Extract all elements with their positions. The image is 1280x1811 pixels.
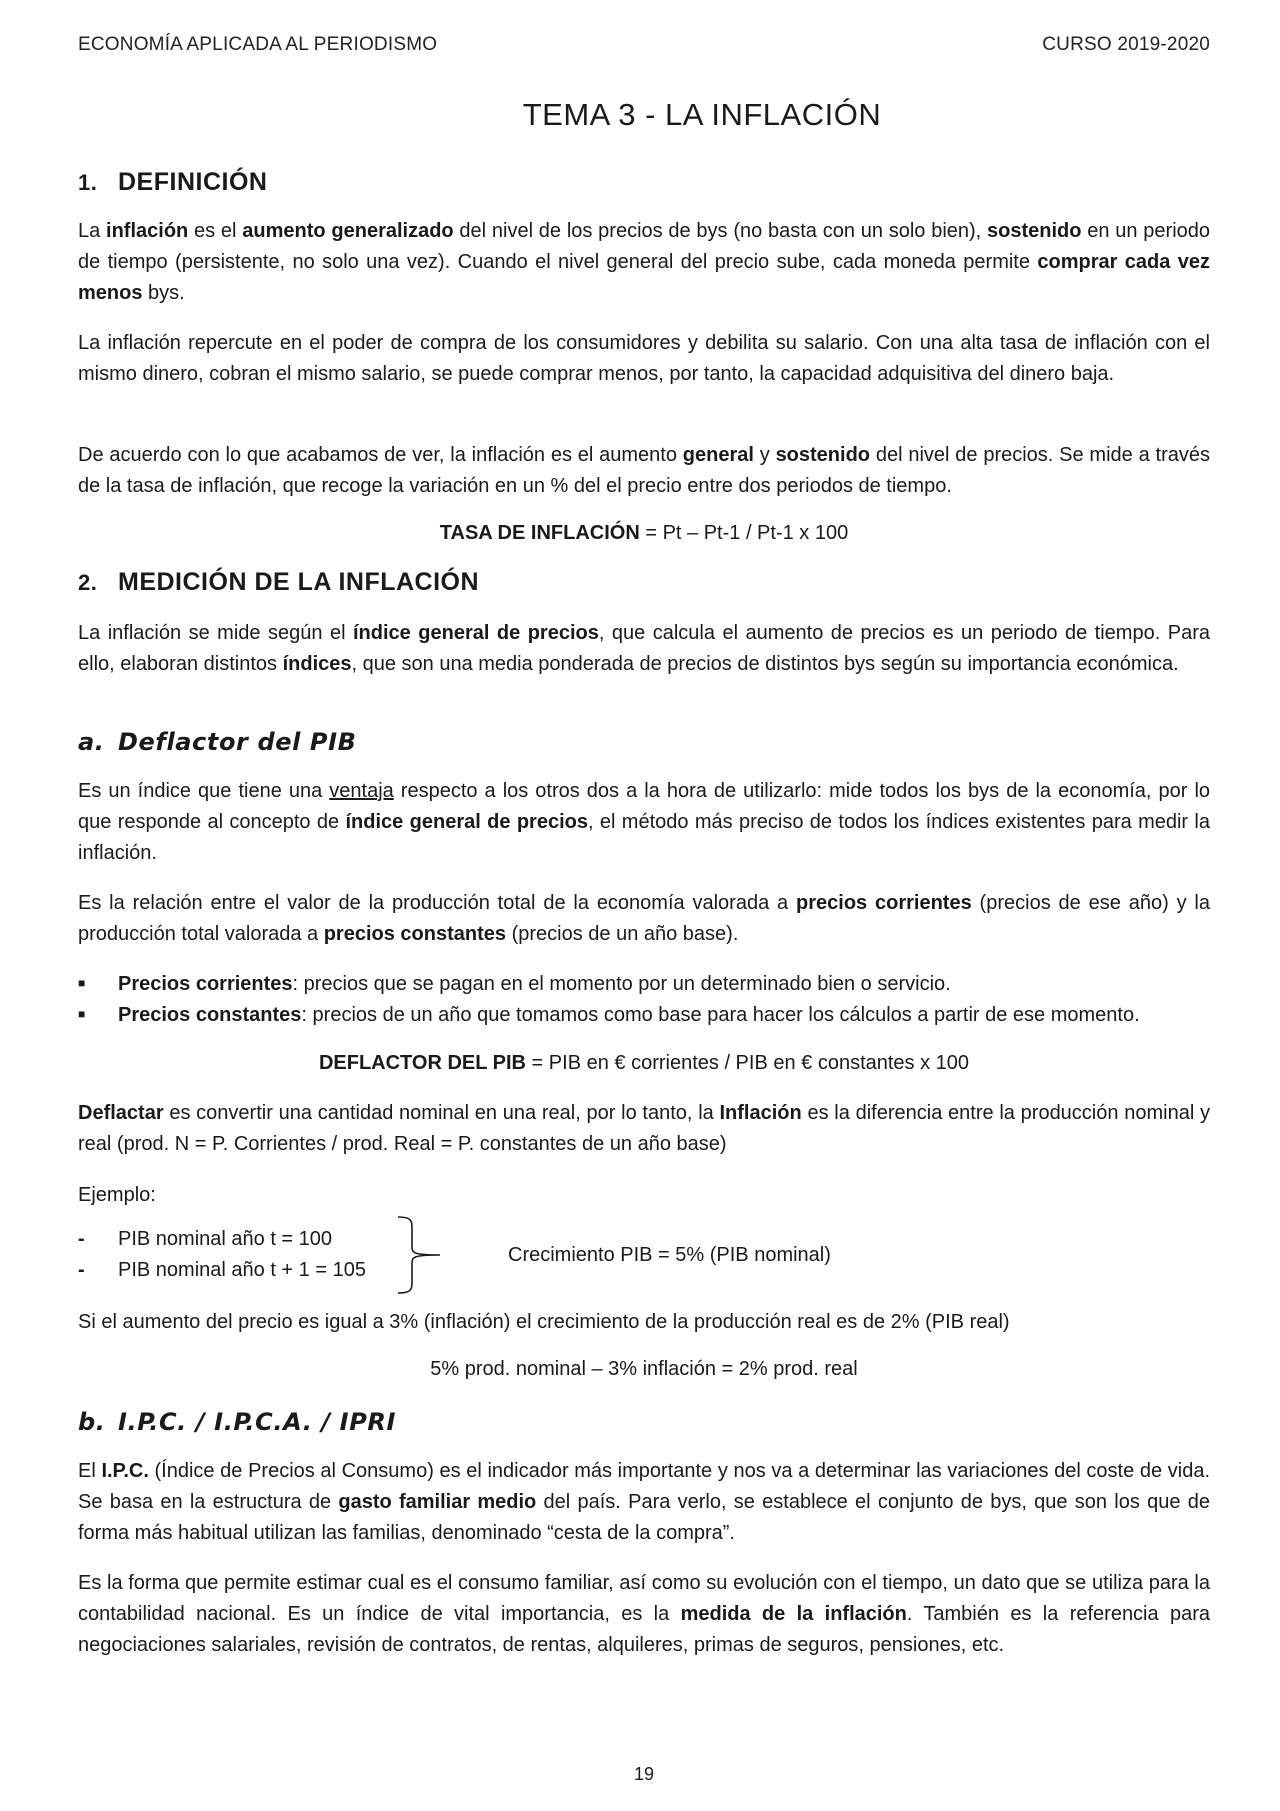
text: PIB nominal año t + 1 = 105 xyxy=(118,1259,366,1281)
paragraph-deflactor-advantage xyxy=(78,776,1210,869)
bold-text: I.P.C. xyxy=(101,1460,149,1482)
section-number: 2. xyxy=(78,570,98,595)
text: La inflación se mide según el xyxy=(78,622,353,644)
square-bullet-icon: ■ xyxy=(78,976,86,990)
paragraph-deflactar xyxy=(78,1098,1210,1160)
bold-text: gasto familiar medio xyxy=(338,1491,537,1513)
text: El xyxy=(78,1460,102,1482)
text: del país. Para verlo, se establece el conjunto de bys, que son los que de forma más habitual utilizan las familias, denominado “cesta de la compra”. xyxy=(78,1491,1211,1544)
page-title-text: TEMA 3 - LA INFLACIÓN xyxy=(522,97,882,132)
text: , que calcula el aumento de precios es un periodo de tiempo. Para ello, elaboran distintos xyxy=(78,622,1210,675)
text: del nivel de los precios de bys (no basta con un solo bien), xyxy=(453,220,988,242)
subsection-heading-ipc xyxy=(78,1408,396,1436)
bullet-item xyxy=(78,973,1210,996)
bold-text: general xyxy=(682,444,754,466)
paragraph-price-index xyxy=(78,618,1210,680)
bold-text: medida de la inflación xyxy=(680,1603,907,1625)
bold-text: aumento generalizado xyxy=(242,220,454,242)
bold-text: índices xyxy=(282,653,352,675)
text: bys. xyxy=(142,282,185,304)
subsection-letter: b. xyxy=(78,1408,106,1436)
text: del nivel de precios. Se mide a través de la tasa de inflación, que recoge la variación en un % del el precio entre dos periodos de tiempo. xyxy=(78,444,1210,497)
text: , que son una media ponderada de precios de distintos bys según su importancia económica. xyxy=(351,653,1179,675)
bold-text: Precios constantes xyxy=(118,1004,302,1026)
section-title: DEFINICIÓN xyxy=(118,168,268,196)
bold-text: Precios corrientes xyxy=(118,973,293,995)
bold-text: inflación xyxy=(106,220,189,242)
text: Es la relación entre el valor de la producción total de la economía valorada a xyxy=(78,892,797,914)
paragraph-deflactor-relation xyxy=(78,888,1210,950)
example-result: Crecimiento PIB = 5% (PIB nominal) xyxy=(508,1244,831,1266)
equation-real-growth: 5% prod. nominal – 3% inflación = 2% prod. real xyxy=(430,1358,858,1380)
text: : precios de un año que tomamos como base para hacer los cálculos a partir de ese momento. xyxy=(301,1004,1140,1026)
bold-text: Inflación xyxy=(719,1102,802,1124)
bold-text: Deflactar xyxy=(78,1102,164,1124)
page-number: 19 xyxy=(633,1764,655,1784)
subsection-heading-deflactor xyxy=(78,728,357,756)
underlined-text: ventaja xyxy=(329,780,394,802)
bold-text: comprar cada vez menos xyxy=(78,251,1210,304)
running-header-course: ECONOMÍA APLICADA AL PERIODISMO xyxy=(78,34,438,55)
formula-expression: = PIB en € corrientes / PIB en € constantes x 100 xyxy=(526,1052,970,1074)
example-item xyxy=(78,1228,332,1251)
subsection-title: I.P.C. / I.P.C.A. / IPRI xyxy=(118,1408,397,1436)
text: De acuerdo con lo que acabamos de ver, la inflación es el aumento xyxy=(78,444,683,466)
text: Es un índice que tiene una xyxy=(78,780,330,802)
brace-icon xyxy=(396,1215,446,1295)
text: Es la forma que permite estimar cual es el consumo familiar, así como su evolución con el tiempo, un dato que se utiliza para la contabilidad nacional. Es un índice de vital importancia, es la xyxy=(78,1572,1210,1625)
bullet-item xyxy=(78,1004,1210,1027)
text: en un periodo de tiempo (persistente, no solo una vez). Cuando el nivel general del precio sube, cada moneda permite xyxy=(78,220,1211,273)
square-bullet-icon: ■ xyxy=(78,1007,86,1021)
text: . También es la referencia para negociaciones salariales, revisión de contratos, de rentas, alquileres, primas de seguros, pensiones, etc. xyxy=(78,1603,1210,1656)
paragraph-real-growth: Si el aumento del precio es igual a 3% (inflación) el crecimiento de la producción real es de 2% (PIB real) xyxy=(78,1311,1010,1333)
text: es la diferencia entre la producción nominal y real (prod. N = P. Corrientes / prod. Real = P. constantes de un año base) xyxy=(78,1102,1210,1155)
section-heading-medicion xyxy=(78,568,479,597)
text: PIB nominal año t = 100 xyxy=(118,1228,333,1250)
page-title xyxy=(78,97,1210,133)
subsection-letter: a. xyxy=(78,728,105,756)
text: (precios de ese año) y la producción total valorada a xyxy=(78,892,1210,945)
text: es convertir una cantidad nominal en una real, por lo tanto, la xyxy=(163,1102,720,1124)
formula-label: TASA DE INFLACIÓN xyxy=(439,522,640,544)
bold-text: sostenido xyxy=(987,220,1082,242)
formula-inflation-rate xyxy=(78,522,1210,545)
text: (precios de un año base). xyxy=(506,923,739,945)
bold-text: índice general de precios xyxy=(353,622,599,644)
text: respecto a los otros dos a la hora de utilizarlo: mide todos los bys de la economía, por lo que responde al concepto de xyxy=(78,780,1211,833)
paragraph-purchasing-power: La inflación repercute en el poder de compra de los consumidores y debilita su salario. Con una alta tasa de inflación con el mismo dinero, cobran el mismo salario, se puede comprar menos, por tanto, la capacidad adquisitiva del dinero baja. xyxy=(78,332,1210,385)
example-item xyxy=(78,1259,366,1282)
example-label: Ejemplo: xyxy=(78,1184,156,1206)
section-number: 1. xyxy=(78,170,98,195)
text: es el xyxy=(188,220,243,242)
bold-text: precios corrientes xyxy=(796,892,972,914)
section-title: MEDICIÓN DE LA INFLACIÓN xyxy=(118,568,480,596)
bold-text: sostenido xyxy=(775,444,871,466)
bold-text: índice general de precios xyxy=(345,811,588,833)
dash-marker: - xyxy=(78,1228,85,1250)
formula-label: DEFLACTOR DEL PIB xyxy=(318,1052,526,1074)
paragraph-ipc-importance xyxy=(78,1568,1210,1661)
paragraph-definition xyxy=(78,216,1210,309)
paragraph-ipc-definition xyxy=(78,1456,1210,1549)
section-heading-definicion xyxy=(78,168,267,197)
running-header-year: CURSO 2019-2020 xyxy=(1042,34,1210,55)
text: y xyxy=(753,444,776,466)
text: (Índice de Precios al Consumo) es el indicador más importante y nos va a determinar las variaciones del coste de vida. Se basa en la estructura de xyxy=(78,1460,1211,1513)
text: La xyxy=(78,220,107,242)
formula-deflactor xyxy=(78,1052,1210,1075)
formula-expression: = Pt – Pt-1 / Pt-1 x 100 xyxy=(639,522,849,544)
bold-text: precios constantes xyxy=(323,923,507,945)
text: : precios que se pagan en el momento por un determinado bien o servicio. xyxy=(292,973,951,995)
dash-marker: - xyxy=(78,1259,85,1281)
text: , el método más preciso de todos los índices existentes para medir la inflación. xyxy=(78,811,1210,864)
paragraph-inflation-rate xyxy=(78,440,1210,502)
subsection-title: Deflactor del PIB xyxy=(118,728,357,756)
